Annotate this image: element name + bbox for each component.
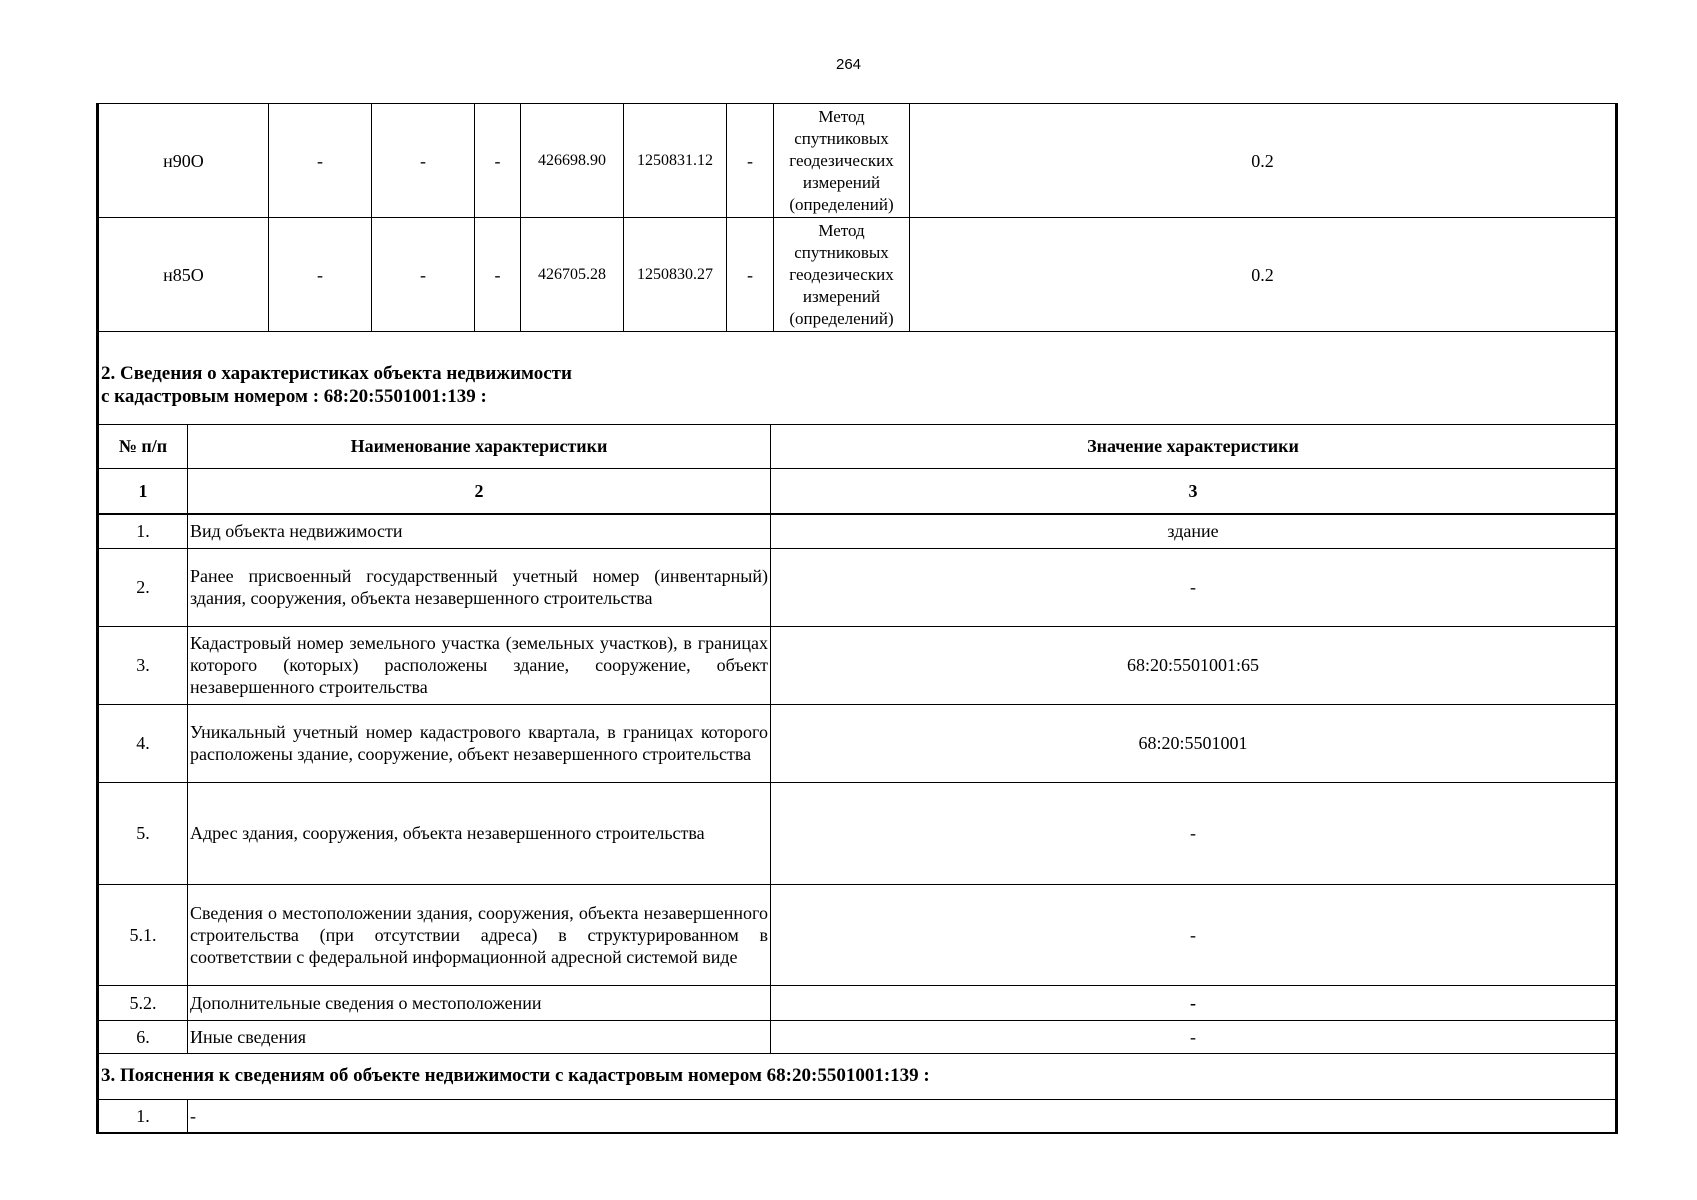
row-text: - bbox=[188, 1100, 1617, 1133]
page-number: 264 bbox=[835, 56, 862, 73]
table-row bbox=[98, 884, 1617, 985]
row-value: - bbox=[771, 548, 1617, 626]
row-num: 1. bbox=[98, 1100, 188, 1133]
row-name: Вид объекта недвижимости bbox=[188, 514, 771, 548]
coord-cell: - bbox=[269, 218, 372, 332]
row-num: 4. bbox=[98, 704, 188, 782]
header-name: Наименование характеристики bbox=[188, 424, 771, 468]
cadastral-document bbox=[96, 103, 1618, 1134]
row-name: Кадастровый номер земельного участка (земельных участков), в границах которого (которых) расположены здание, сооружение, объект незавершенного строительства bbox=[188, 626, 771, 704]
table-row bbox=[98, 985, 1617, 1020]
coordinates-row bbox=[98, 218, 1617, 332]
method-cell: Метод спутниковых геодезических измерений (определений) bbox=[774, 104, 910, 218]
characteristics-table bbox=[96, 332, 1618, 1054]
coord-x: 426698.90 bbox=[521, 104, 624, 218]
section-2-title bbox=[98, 332, 1617, 424]
table-row bbox=[98, 782, 1617, 884]
row-name: Дополнительные сведения о местоположении bbox=[188, 985, 771, 1020]
coord-cell: - bbox=[269, 104, 372, 218]
table-row bbox=[98, 1100, 1617, 1133]
row-num: 6. bbox=[98, 1020, 188, 1053]
section-2-title-line1: 2. Сведения о характеристиках объекта недвижимости bbox=[101, 362, 572, 384]
row-name: Сведения о местоположении здания, сооружения, объекта незавершенного строительства (при отсутствии адреса) в структурированном в соответствии с федеральной информационной адресной системой виде bbox=[188, 884, 771, 985]
coordinates-row bbox=[98, 104, 1617, 218]
row-num: 5. bbox=[98, 782, 188, 884]
table-row bbox=[98, 1020, 1617, 1053]
row-value: - bbox=[771, 985, 1617, 1020]
row-name: Ранее присвоенный государственный учетный номер (инвентарный) здания, сооружения, объекта незавершенного строительства bbox=[188, 548, 771, 626]
table-header-row bbox=[98, 424, 1617, 468]
row-value: 68:20:5501001 bbox=[771, 704, 1617, 782]
table-row bbox=[98, 704, 1617, 782]
coord-cell: - bbox=[475, 218, 521, 332]
row-name: Уникальный учетный номер кадастрового квартала, в границах которого расположены здание, сооружение, объект незавершенного строительства bbox=[188, 704, 771, 782]
header-col-1: 1 bbox=[98, 468, 188, 514]
row-name: Адрес здания, сооружения, объекта незавершенного строительства bbox=[188, 782, 771, 884]
method-cell: Метод спутниковых геодезических измерений (определений) bbox=[774, 218, 910, 332]
coord-cell: - bbox=[372, 218, 475, 332]
point-name: н90О bbox=[98, 104, 269, 218]
row-num: 1. bbox=[98, 514, 188, 548]
coord-cell: - bbox=[727, 104, 774, 218]
table-header-numbers-row bbox=[98, 468, 1617, 514]
coord-x: 426705.28 bbox=[521, 218, 624, 332]
row-num: 3. bbox=[98, 626, 188, 704]
coord-cell: - bbox=[372, 104, 475, 218]
table-row bbox=[98, 514, 1617, 548]
coord-cell: - bbox=[727, 218, 774, 332]
row-value: здание bbox=[771, 514, 1617, 548]
row-value: - bbox=[771, 1020, 1617, 1053]
section-2-title-line2: с кадастровым номером : 68:20:5501001:139 : bbox=[101, 385, 487, 407]
header-col-2: 2 bbox=[188, 468, 771, 514]
row-num: 2. bbox=[98, 548, 188, 626]
row-value: 68:20:5501001:65 bbox=[771, 626, 1617, 704]
table-row bbox=[98, 626, 1617, 704]
coordinates-table bbox=[96, 103, 1618, 332]
coord-cell: - bbox=[475, 104, 521, 218]
accuracy-cell: 0.2 bbox=[910, 104, 1617, 218]
row-num: 5.1. bbox=[98, 884, 188, 985]
coord-y: 1250831.12 bbox=[624, 104, 727, 218]
row-num: 5.2. bbox=[98, 985, 188, 1020]
row-value: - bbox=[771, 884, 1617, 985]
row-name: Иные сведения bbox=[188, 1020, 771, 1053]
coord-y: 1250830.27 bbox=[624, 218, 727, 332]
accuracy-cell: 0.2 bbox=[910, 218, 1617, 332]
row-value: - bbox=[771, 782, 1617, 884]
header-col-3: 3 bbox=[771, 468, 1617, 514]
header-num: № п/п bbox=[98, 424, 188, 468]
header-value: Значение характеристики bbox=[771, 424, 1617, 468]
explanations-table bbox=[96, 1054, 1618, 1134]
section-3-title: 3. Пояснения к сведениям об объекте недвижимости с кадастровым номером 68:20:5501001:139 : bbox=[98, 1054, 1617, 1100]
point-name: н85О bbox=[98, 218, 269, 332]
table-row bbox=[98, 548, 1617, 626]
